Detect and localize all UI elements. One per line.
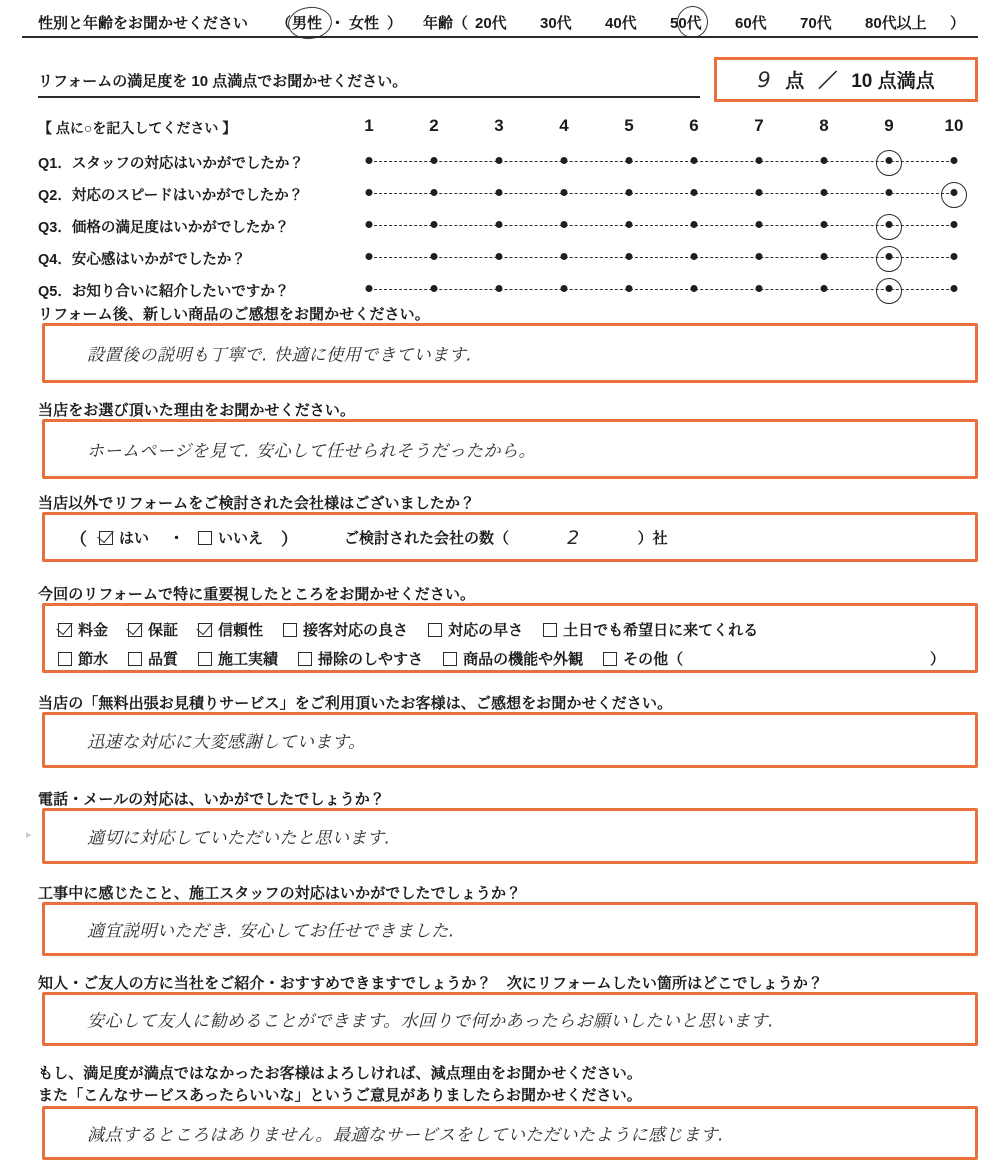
gender-paren-close: ） xyxy=(387,15,403,32)
rating-row-q2[interactable] xyxy=(38,182,968,208)
checkbox-no-box[interactable] xyxy=(198,531,212,545)
priority-checkbox[interactable] xyxy=(198,623,212,637)
priority-checkbox[interactable] xyxy=(283,623,297,637)
rating-question-label: Q4．安心感はいかがでしたか？ xyxy=(38,252,246,268)
score-max: 10 点満点 xyxy=(851,71,935,92)
phone-mail-heading: 電話・メールの対応は、いかがでしたでしょうか？ xyxy=(38,791,386,808)
priority-item-ryokin[interactable] xyxy=(58,619,128,640)
rating-selected-mark xyxy=(876,150,902,176)
recommend-answer-box[interactable] xyxy=(42,992,978,1046)
priority-other-paren-close: ） xyxy=(930,651,946,668)
scale-number-9: 9 xyxy=(884,116,894,135)
checkbox-yes-label: はい xyxy=(119,530,150,547)
reason-heading: 当店をお選び頂いた理由をお聞かせください。 xyxy=(38,402,356,419)
priority-item-hinshitsu[interactable] xyxy=(128,648,198,669)
scale-number-5: 5 xyxy=(624,116,634,135)
checkbox-yes-box[interactable] xyxy=(99,531,113,545)
priority-item-hosho[interactable] xyxy=(128,619,198,640)
priority-label: 節水 xyxy=(78,651,109,668)
deduction-heading-line2: また「こんなサービスあったらいいな」というご意見がありましたらお聞かせください。 xyxy=(38,1087,642,1104)
priority-label: 対応の早さ xyxy=(448,622,524,639)
rating-row-q1[interactable] xyxy=(38,150,968,176)
gender-option-male[interactable]: 男性 xyxy=(292,15,323,32)
score-slash: ／ xyxy=(818,71,838,92)
company-count-suffix: ）社 xyxy=(637,530,668,547)
rating-row-q5[interactable] xyxy=(38,278,968,304)
other-companies-choice-row xyxy=(70,525,668,550)
free-estimate-heading: 当店の「無料出張お見積りサービス」をご利用頂いたお客様は、ご感想をお聞かせください。 xyxy=(38,695,673,712)
left-edge-marker: ▸ xyxy=(26,829,32,841)
age-paren-close: ） xyxy=(950,15,966,32)
priority-checkbox[interactable] xyxy=(443,652,457,666)
company-count-value: 2 xyxy=(567,526,580,549)
rating-selected-mark xyxy=(941,182,967,208)
checkbox-no[interactable] xyxy=(198,527,269,548)
priorities-row-2 xyxy=(58,648,683,669)
phone-mail-answer-text: 適切に対応していただいたと思います. xyxy=(87,828,391,849)
age-label: 年齢（ xyxy=(423,15,469,32)
priority-label: 商品の機能や外観 xyxy=(463,651,584,668)
priorities-heading: 今回のリフォームで特に重要視したところをお聞かせください。 xyxy=(38,586,476,603)
scale-number-2: 2 xyxy=(429,116,439,135)
scale-number-3: 3 xyxy=(494,116,504,135)
priorities-row-1 xyxy=(58,619,778,640)
priority-label: 品質 xyxy=(148,651,179,668)
priority-checkbox[interactable] xyxy=(543,623,557,637)
priority-label: 信頼性 xyxy=(218,622,264,639)
priority-item-sonota[interactable] xyxy=(603,648,683,669)
rating-selected-mark xyxy=(876,278,902,304)
rating-selected-mark xyxy=(876,214,902,240)
rating-question-label: Q2．対応のスピードはいかがでしたか？ xyxy=(38,188,304,204)
priority-checkbox[interactable] xyxy=(128,652,142,666)
priority-checkbox[interactable] xyxy=(58,623,72,637)
deduction-answer-box[interactable] xyxy=(42,1106,978,1160)
rating-row-q3[interactable] xyxy=(38,214,968,240)
scale-number-6: 6 xyxy=(689,116,699,135)
priority-label: 料金 xyxy=(78,622,109,639)
reason-answer-box[interactable] xyxy=(42,419,978,479)
satisfaction-divider xyxy=(38,96,700,98)
priority-checkbox[interactable] xyxy=(58,652,72,666)
score-value: 9 xyxy=(757,67,772,92)
scale-number-10: 10 xyxy=(944,116,964,135)
reason-answer-text: ホームページを見て. 安心して任せられそうだったから。 xyxy=(87,441,536,462)
recommend-heading: 知人・ご友人の方に当社をご紹介・おすすめできますでしょうか？ 次にリフォームしたい箇所はどこでしょうか？ xyxy=(38,975,824,992)
age-option-70[interactable]: 70代 xyxy=(800,15,832,32)
priority-label: 施工実績 xyxy=(218,651,279,668)
priority-item-soji[interactable] xyxy=(298,648,443,669)
priority-label: 掃除のしやすさ xyxy=(318,651,424,668)
gender-paren-open: （ xyxy=(276,15,292,32)
rating-selected-mark xyxy=(876,246,902,272)
gender-option-female[interactable]: 女性 xyxy=(349,15,380,32)
age-option-50[interactable]: 50代 xyxy=(670,15,702,32)
free-estimate-answer-box[interactable] xyxy=(42,712,978,768)
choice-separator: ・ xyxy=(169,530,185,547)
priority-label: 接客対応の良さ xyxy=(303,622,409,639)
free-estimate-answer-text: 迅速な対応に大変感謝しています。 xyxy=(87,732,366,753)
priority-checkbox[interactable] xyxy=(603,652,617,666)
impression-answer-text: 設置後の説明も丁寧で. 快適に使用できています. xyxy=(87,345,473,366)
age-option-60[interactable]: 60代 xyxy=(735,15,767,32)
impression-heading: リフォーム後、新しい商品のご感想をお聞かせください。 xyxy=(38,306,430,323)
age-option-40[interactable]: 40代 xyxy=(605,15,637,32)
construction-staff-answer-box[interactable] xyxy=(42,902,978,956)
satisfaction-question: リフォームの満足度を 10 点満点でお聞かせください。 xyxy=(38,73,408,90)
scale-number-4: 4 xyxy=(559,116,569,135)
gender-age-row xyxy=(38,10,968,34)
priority-item-kinou-gaikan[interactable] xyxy=(443,648,603,669)
construction-staff-heading: 工事中に感じたこと、施工スタッフの対応はいかがでしたでしょうか？ xyxy=(38,885,522,902)
priority-label: 保証 xyxy=(148,622,179,639)
scale-number-1: 1 xyxy=(364,116,374,135)
recommend-answer-text: 安心して友人に勧めることができます。水回りで何かあったらお願いしたいと思います. xyxy=(87,1011,774,1032)
priority-item-sekkyaku[interactable] xyxy=(283,619,428,640)
age-option-80plus[interactable]: 80代以上 xyxy=(865,15,927,32)
checkbox-no-label: いいえ xyxy=(218,530,264,547)
gender-age-prompt: 性別と年齢をお聞かせください xyxy=(38,15,249,32)
deduction-heading-line1: もし、満足度が満点ではなかったお客様はよろしければ、減点理由をお聞かせください。 xyxy=(38,1065,643,1082)
impression-answer-box[interactable] xyxy=(42,323,978,383)
paren-open: （ xyxy=(70,530,87,549)
rating-row-q4[interactable] xyxy=(38,246,968,272)
priority-checkbox[interactable] xyxy=(298,652,312,666)
priority-item-shinraisei[interactable] xyxy=(198,619,283,640)
rating-question-label: Q3．価格の満足度はいかがでしたか？ xyxy=(38,220,290,236)
age-option-30[interactable]: 30代 xyxy=(540,15,572,32)
paren-close: ） xyxy=(281,530,299,549)
score-box[interactable] xyxy=(714,57,978,102)
priority-item-sessui[interactable] xyxy=(58,648,128,669)
deduction-answer-text: 減点するところはありません。最適なサービスをしていただいたように感じます. xyxy=(87,1125,724,1146)
scale-number-8: 8 xyxy=(819,116,829,135)
priority-item-donichi[interactable] xyxy=(543,619,778,640)
priority-label: 土日でも希望日に来てくれる xyxy=(563,622,759,639)
rating-instruction: 【 点に○を記入してください 】 xyxy=(38,120,237,136)
construction-staff-answer-text: 適宜説明いただき. 安心してお任せできました. xyxy=(87,921,455,942)
scale-number-7: 7 xyxy=(754,116,764,135)
age-option-20[interactable]: 20代 xyxy=(475,15,507,32)
priority-label: その他（ xyxy=(623,651,684,668)
rating-question-label: Q1．スタッフの対応はいかがでしたか？ xyxy=(38,156,304,172)
other-companies-heading: 当店以外でリフォームをご検討された会社様はございましたか？ xyxy=(38,495,476,512)
checkbox-yes[interactable] xyxy=(99,527,155,548)
rating-question-label: Q5．お知り合いに紹介したいですか？ xyxy=(38,284,290,300)
phone-mail-answer-box[interactable] xyxy=(42,808,978,864)
rating-grid xyxy=(38,116,968,300)
gender-separator: ・ xyxy=(330,15,346,32)
priority-item-sekojisseki[interactable] xyxy=(198,648,298,669)
score-unit: 点 xyxy=(785,71,805,92)
company-count-label: ご検討された会社の数（ xyxy=(344,530,510,547)
priority-checkbox[interactable] xyxy=(428,623,442,637)
priority-item-taio-hayasa[interactable] xyxy=(428,619,543,640)
priority-checkbox[interactable] xyxy=(128,623,142,637)
header-divider xyxy=(22,36,978,38)
priority-checkbox[interactable] xyxy=(198,652,212,666)
